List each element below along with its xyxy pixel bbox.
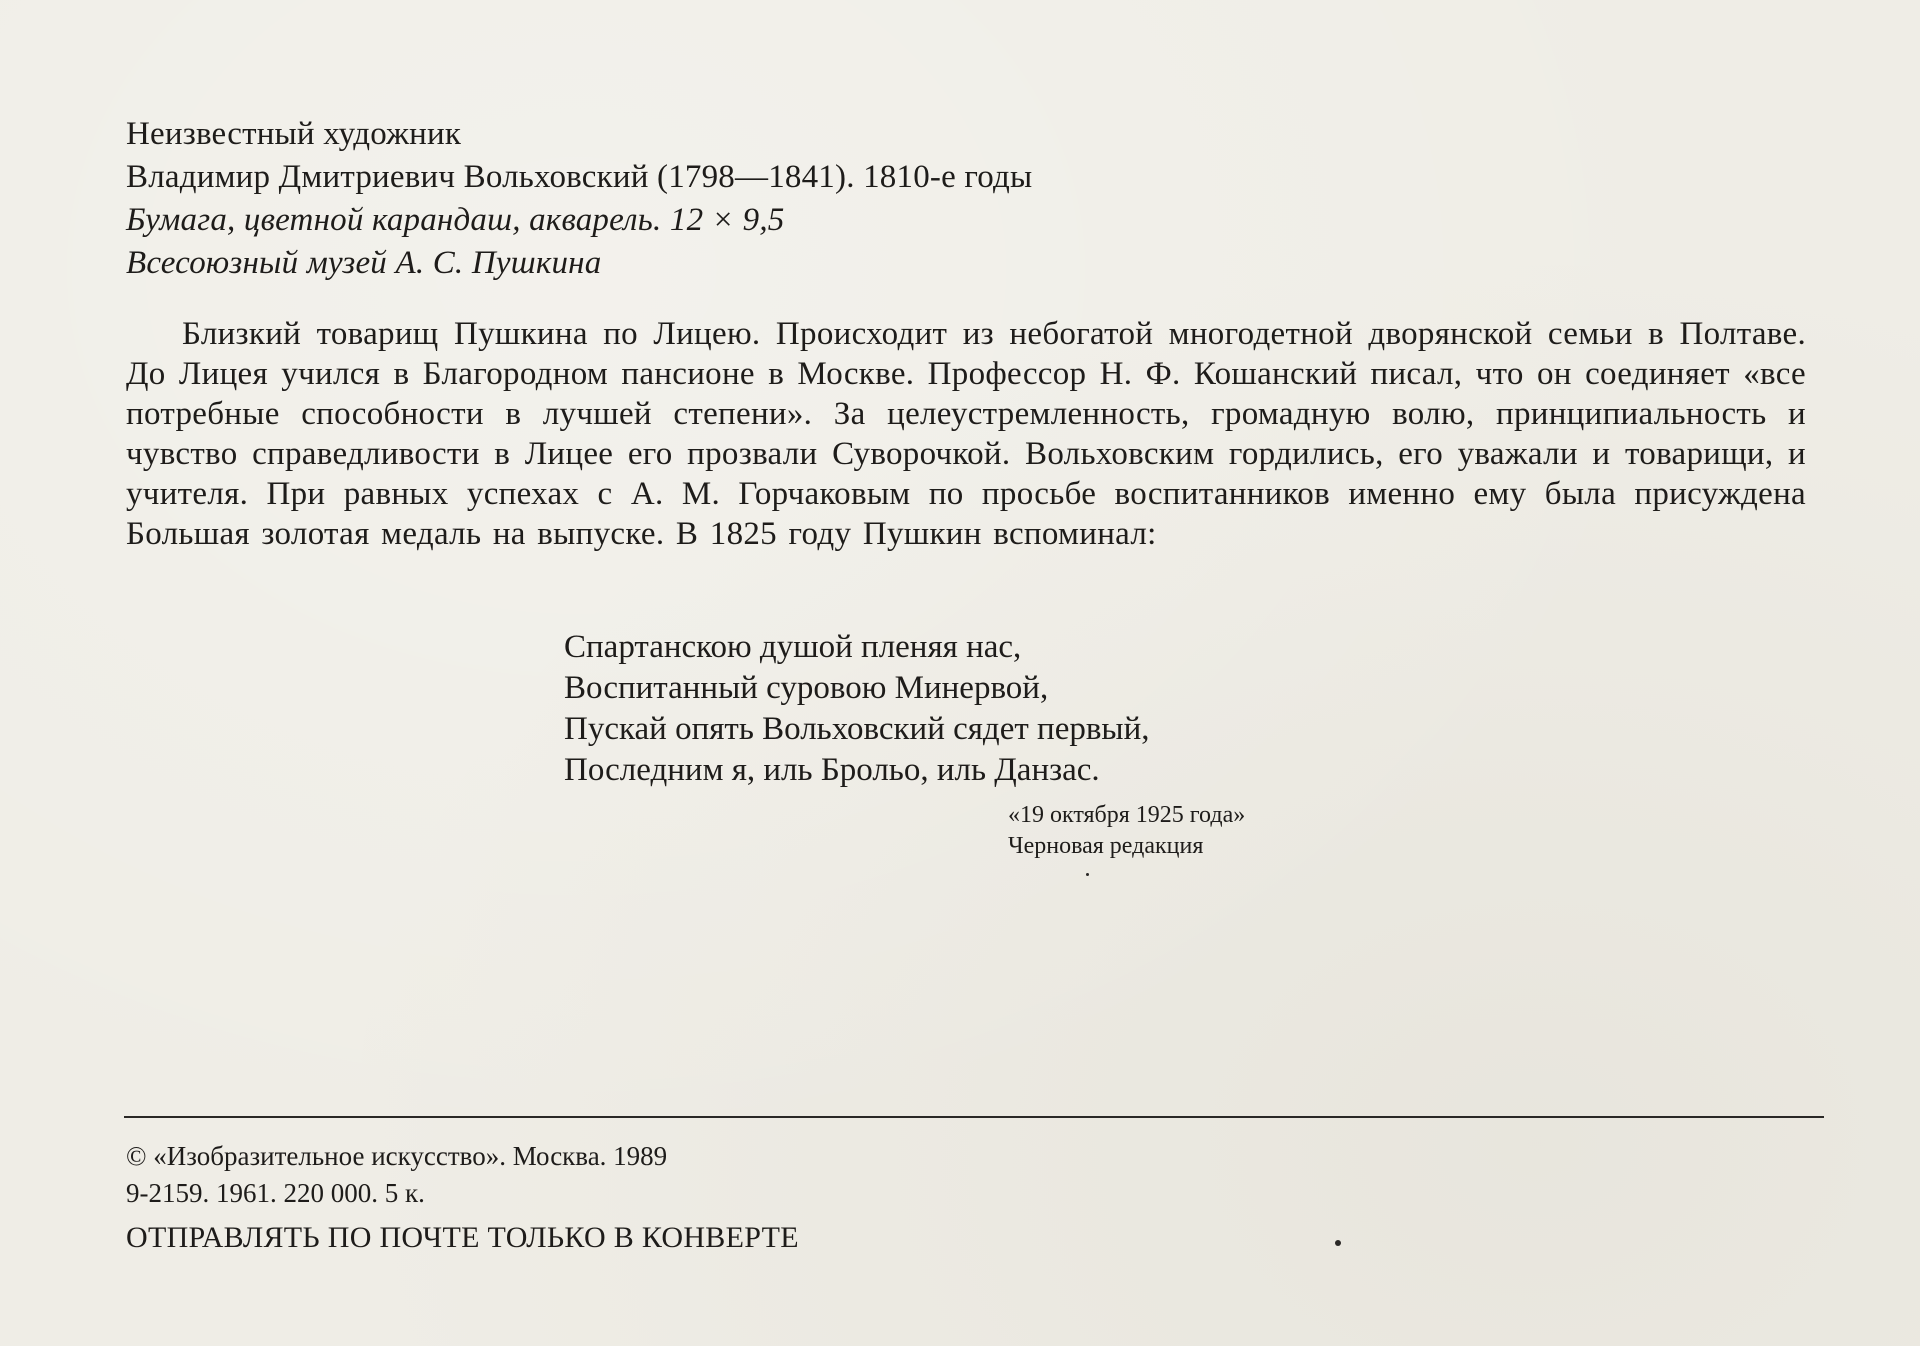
- ink-speck: [1086, 873, 1089, 876]
- print-run-info: 9-2159. 1961. 220 000. 5 к.: [126, 1178, 425, 1208]
- artwork-medium: Бумага, цветной карандаш, акварель. 12 × 9,5: [126, 202, 785, 238]
- poem-attribution: [1008, 800, 1245, 862]
- publisher-footer: [126, 1138, 667, 1212]
- footer-divider: [124, 1116, 1824, 1118]
- poem-line: Воспитанный суровою Минервой,: [564, 670, 1049, 706]
- poem-source: «19 октября 1925 года»: [1008, 802, 1246, 828]
- biography-paragraph: Близкий товарищ Пушкина по Лицею. Происходит из небогатой многодетной дворянской семьи в Полтаве. До Лицея учился в Благородном пансионе в Москве. Профессор Н. Ф. Кошанский писал, что он соединяет «все потребные способности в лучшей степени». За целеустремленность, громадную волю, принципиальность и чувство справедливости в Лицее его прозвали Суворочкой. Вольховским гордились, его уважали и товарищи, и учителя. При равных успехах с А. М. Горчаковым по просьбе воспитанников именно ему была присуждена Большая золотая медаль на выпуске. В 1825 году Пушкин вспоминал:: [126, 316, 1806, 552]
- artwork-collection: Всесоюзный музей А. С. Пушкина: [126, 245, 602, 281]
- ink-speck: [1335, 1240, 1341, 1246]
- poem-line: Спартанскою душой пленяя нас,: [564, 629, 1022, 665]
- mailing-notice: ОТПРАВЛЯТЬ ПО ПОЧТЕ ТОЛЬКО В КОНВЕРТЕ: [126, 1221, 799, 1254]
- poem-line: Последним я, иль Брольо, иль Данзас.: [564, 752, 1100, 788]
- poem-edition-note: Черновая редакция: [1008, 833, 1204, 859]
- poem-quote: [564, 627, 1150, 791]
- artwork-caption: [126, 113, 1826, 285]
- poem-line: Пускай опять Вольховский сядет первый,: [564, 711, 1150, 747]
- artist-name: Неизвестный художник: [126, 116, 462, 152]
- publisher-copyright: © «Изобразительное искусство». Москва. 1989: [126, 1141, 668, 1171]
- portrait-subject: Владимир Дмитриевич Вольховский (1798—1841). 1810-е годы: [126, 159, 1033, 195]
